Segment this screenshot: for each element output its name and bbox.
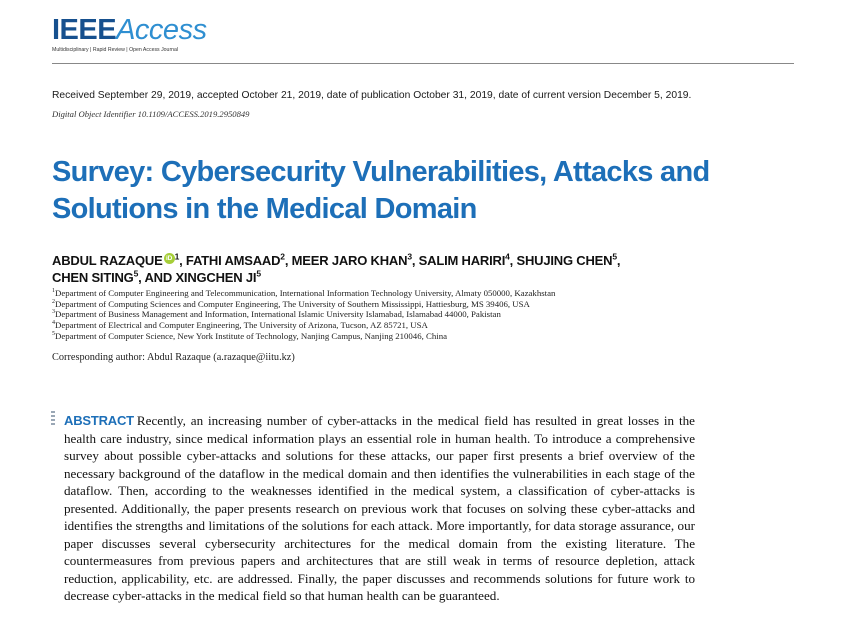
author-affiliation-number: 5 — [133, 268, 139, 279]
author-name: SHUJING CHEN — [516, 253, 613, 268]
corresponding-author: Corresponding author: Abdul Razaque (a.razaque@iitu.kz) — [52, 352, 295, 363]
author-name: XINGCHEN JI — [175, 270, 257, 285]
author-affiliation-number: 1 — [174, 251, 180, 262]
affiliation-item — [52, 309, 555, 320]
affiliation-item — [52, 331, 555, 342]
doi-identifier: Digital Object Identifier 10.1109/ACCESS.2019.2950849 — [52, 109, 250, 119]
author-name: SALIM HARIRI — [418, 253, 506, 268]
author-affiliation-number: 4 — [505, 251, 510, 262]
author-affiliation-number: 2 — [280, 251, 285, 262]
affiliation-item — [52, 320, 555, 331]
affiliation-number: 5 — [52, 330, 55, 337]
author-name: ABDUL RAZAQUE — [52, 253, 163, 268]
author-affiliation-number: 3 — [407, 251, 412, 262]
affiliation-number: 2 — [52, 298, 55, 305]
journal-logo — [52, 14, 207, 53]
author-list: ABDUL RAZAQUE iD $^1$, FATHI AMSAAD$^2$, MEER JARO KHAN$^3$, SALIM HARIRI$^4$, SHUJING CHEN$^5$, CHEN SITING$^5$, AND XINGCHEN $JI^5$ — [52, 251, 621, 285]
affiliation-item — [52, 288, 555, 299]
author-name: MEER JARO KHAN — [291, 253, 408, 268]
abstract-marker — [51, 411, 55, 429]
affiliation-number: 3 — [52, 309, 55, 316]
affiliation-text: Department of Computer Science, New York Institute of Technology, Nanjing Campus, Nanjing 210046, China — [55, 330, 448, 341]
logo-ieee: IEEE — [52, 14, 117, 46]
paper-title: Survey: Cybersecurity Vulnerabilities, Attacks and Solutions in the Medical Domain — [52, 156, 710, 225]
header-divider — [52, 63, 794, 64]
affiliation-text: Department of Electrical and Computer Engineering, The University of Arizona, Tucson, AZ 85721, USA — [55, 320, 428, 331]
logo-access: Access — [116, 14, 207, 46]
publication-dates: Received September 29, 2019, accepted October 21, 2019, date of publication October 31, 2019, date of current version December 5, 2019. — [52, 90, 692, 101]
affiliation-text: Department of Business Management and Information, International Islamic University Islamabad, Islamabad 44000, Pakistan — [55, 309, 501, 320]
author-affiliation-number: 5 — [612, 251, 617, 262]
abstract-heading: ABSTRACT — [64, 413, 134, 428]
author-name: FATHI AMSAAD — [185, 253, 281, 268]
author-name: CHEN SITING — [52, 270, 134, 285]
affiliation-number: 1 — [52, 288, 55, 295]
abstract — [64, 412, 695, 605]
affiliation-list — [52, 288, 555, 342]
logo-wordmark — [52, 14, 207, 46]
orcid-icon[interactable]: iD — [164, 253, 175, 264]
author-affiliation-number: 5 — [256, 268, 261, 279]
affiliation-text: Department of Computer Engineering and Telecommunication, International Information Technology University, Almaty 050000, Kazakhstan — [55, 288, 556, 298]
affiliation-text: Department of Computing Sciences and Computer Engineering, The University of Southern Mississippi, Hattiesburg, MS 39406, USA — [55, 298, 530, 309]
affiliation-number: 4 — [52, 320, 55, 327]
logo-tagline: Multidisciplinary | Rapid Review | Open Access Journal — [52, 47, 179, 53]
abstract-text: Recently, an increasing number of cyber-attacks in the medical field has resulted in great losses in the health care industry, since medical information plays an essential role in human health. To introduce a comprehensive survey about possible cyber-attacks and solutions for these attacks, our paper first presents a brief overview of the necessary background of the dataflow in the medical domain and then identifies the vulnerabilities in each stage of the dataflow. Then, according to the weaknesses identified in the medical system, a classification of cyber-attacks is presented. Additionally, the paper presents research on previous work that focuses on solving these cyber-attacks and identifies the strengths and limitations of the solutions for each attack. More importantly, for data storage assurance, our paper discusses several cybersecurity architectures for the medical domain from the existing literature. The countermeasures from previous papers and architectures that are still weak in terms of resource depletion, attack reduction, applicability, etc. are addressed. Finally, the paper discusses and recommends solutions for future work to decrease cyber-attacks in the medical field so that human health can be guaranteed. — [64, 413, 695, 603]
affiliation-item — [52, 299, 555, 310]
